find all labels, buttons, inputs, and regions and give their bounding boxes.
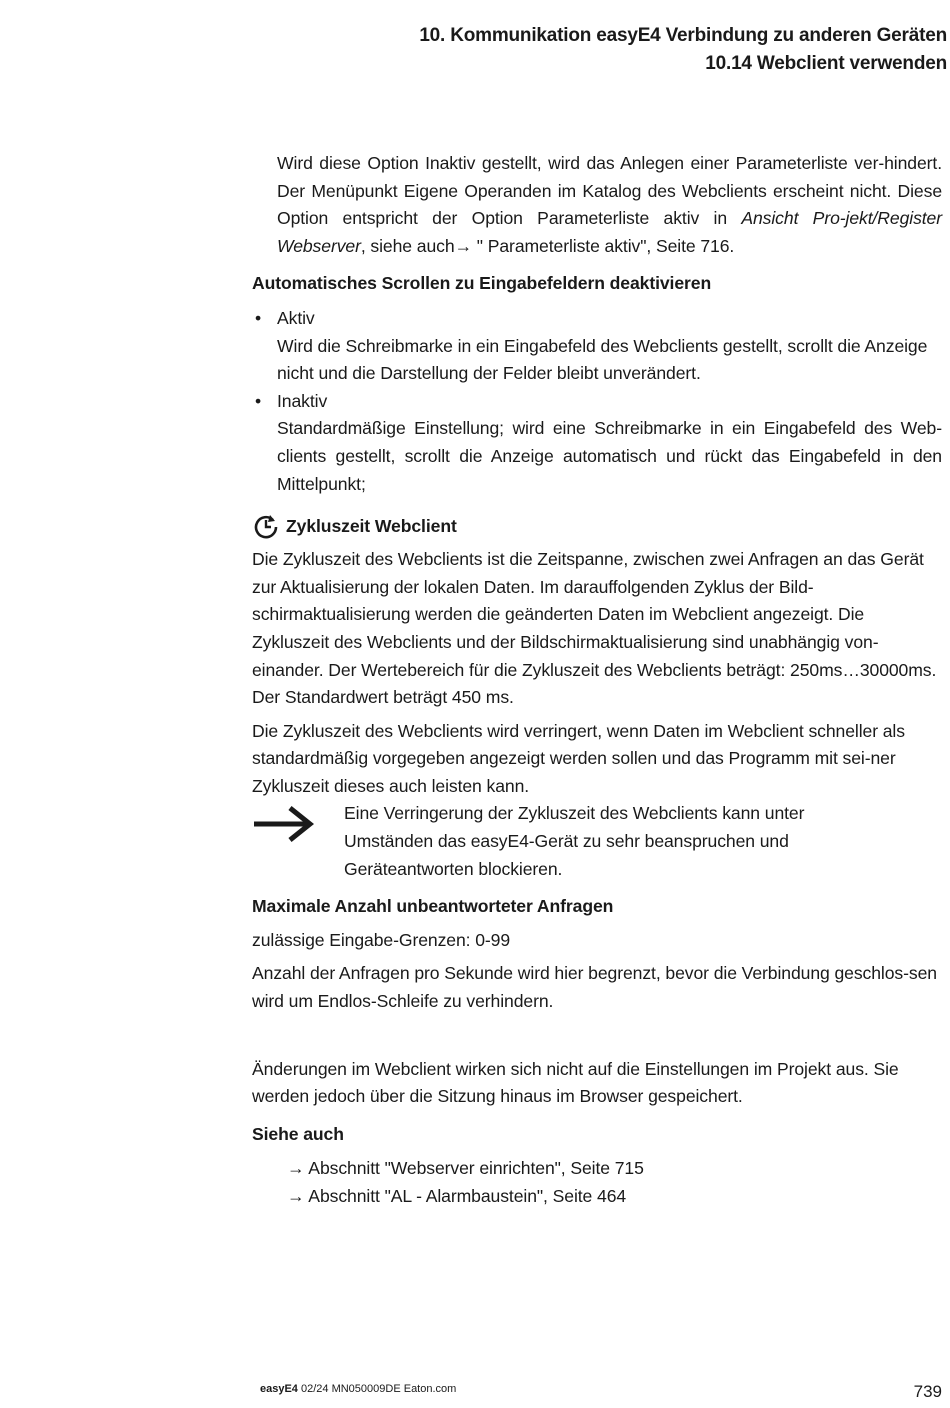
- page-header: [419, 22, 947, 78]
- bullet: •: [255, 390, 262, 411]
- max-requests-description: Anzahl der Anfragen pro Sekunde wird hier begrenzt, bevor die Verbindung geschlos-sen wird um Endlos-Schleife zu verhindern.: [252, 963, 937, 1012]
- footer-brand: easyE4: [260, 1383, 298, 1395]
- option-description: Wird die Schreibmarke in ein Eingabefeld des Webclients gestellt, scrollt die Anzeige nicht und die Darstellung der Felder bleibt unverändert.: [277, 335, 928, 384]
- list-item: [252, 388, 942, 498]
- intro-paragraph: Wird diese Option Inaktiv gestellt, wird das Anlegen einer Parameterliste ver-hindert. Der Menüpunkt Eigene Operanden im Katalog des Webclients erscheint nicht. Diese Option entspricht der Option Parameterliste aktiv in Ansicht Pro-jekt/Register Webserver, siehe auch→ " Parameterliste aktiv", Seite 716.: [277, 153, 942, 256]
- autoscroll-options: [252, 305, 942, 498]
- section-title: 10.14 Webclient verwenden: [705, 53, 947, 74]
- list-item: [252, 305, 942, 388]
- cycle-time-heading: Zykluszeit Webclient: [286, 515, 457, 536]
- page-number: 739: [913, 1382, 942, 1401]
- cycle-time-icon: [252, 512, 280, 540]
- bullet: •: [255, 307, 262, 328]
- see-also-link-webserver[interactable]: → Abschnitt "Webserver einrichten", Seite 715: [287, 1158, 644, 1179]
- page-footer: [260, 1383, 456, 1395]
- view-project-reference: Ansicht Pro-jekt/Register Webserver: [277, 208, 942, 256]
- option-title: Aktiv: [277, 307, 315, 328]
- option-title: Inaktiv: [277, 390, 328, 411]
- main-content: [252, 150, 942, 1211]
- autoscroll-heading: Automatisches Scrollen zu Eingabefeldern deaktivieren: [252, 273, 712, 294]
- see-also-link-alarm[interactable]: → Abschnitt "AL - Alarmbaustein", Seite 464: [287, 1186, 627, 1206]
- see-also-links: [252, 1155, 942, 1210]
- cycle-time-reduction: Die Zykluszeit des Webclients wird verringert, wenn Daten im Webclient schneller als standardmäßig vorgegeben angezeigt werden sollen und das Programm mit sei-ner Zykluszeit dieses auch leisten kann.: [252, 720, 905, 796]
- changes-note: Änderungen im Webclient wirken sich nicht auf die Einstellungen im Projekt aus. Sie werden jedoch über die Sitzung hinaus im Browser gespeichert.: [252, 1058, 899, 1107]
- input-limits: zulässige Eingabe-Grenzen: 0-99: [252, 929, 511, 950]
- max-requests-heading: Maximale Anzahl unbeantworteter Anfragen: [252, 896, 614, 917]
- note-text: Eine Verringerung der Zykluszeit des Webclients kann unter Umständen das easyE4-Gerät zu sehr beanspruchen und Geräteantworten blockieren.: [344, 803, 805, 879]
- see-also-heading: Siehe auch: [252, 1123, 344, 1144]
- note-box: [252, 800, 942, 883]
- chapter-title: 10. Kommunikation easyE4 Verbindung zu anderen Geräten: [419, 25, 947, 46]
- footer-info: 02/24 MN050009DE Eaton.com: [297, 1383, 457, 1395]
- option-description: Standardmäßige Einstellung; wird eine Schreibmarke in ein Eingabefeld des Web-clients gestellt, scrollt die Anzeige automatisch und rückt das Eingabefeld in den Mittelpunkt;: [277, 418, 942, 494]
- arrow-right-icon: [252, 804, 316, 844]
- cycle-time-heading-row: [252, 512, 942, 540]
- cycle-time-description: Die Zykluszeit des Webclients ist die Zeitspanne, zwischen zwei Anfragen an das Gerät zur Aktualisierung der lokalen Daten. Im darauffolgenden Zyklus der Bild-schirmaktualisierung werden die geänderten Daten im Webclient angezeigt. Die Zykluszeit des Webclients und der Bildschirmaktualisierung sind unabhängig von-einander. Der Wertebereich für die Zykluszeit des Webclients beträgt: 250ms…30000ms. Der Standardwert beträgt 450 ms.: [252, 549, 937, 708]
